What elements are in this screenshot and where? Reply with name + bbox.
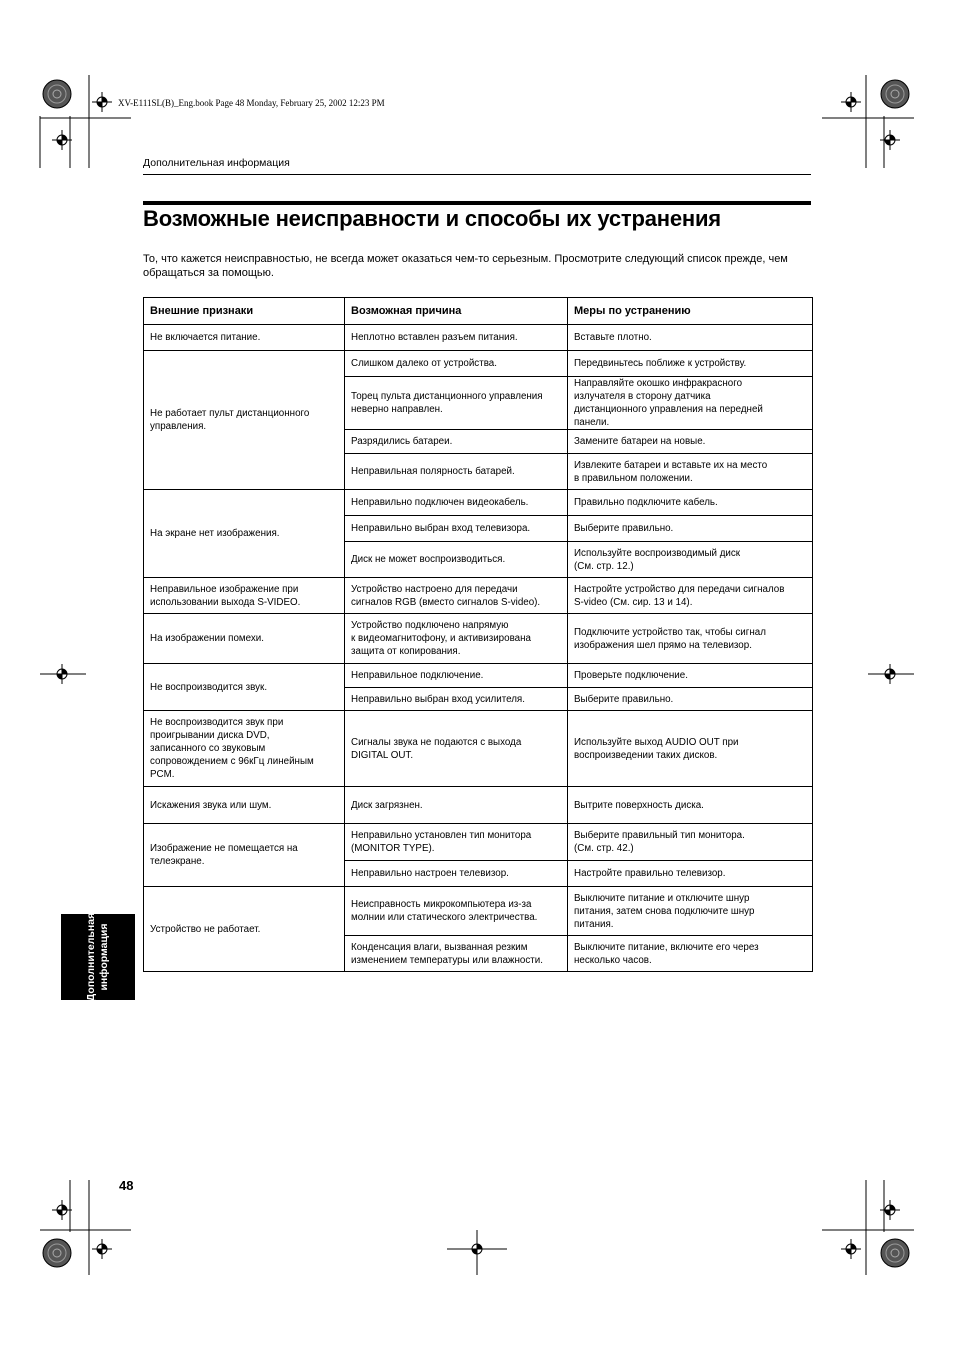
cause-cell: Торец пульта дистанционного управления неверно направлен. bbox=[345, 377, 568, 430]
troubleshooting-table bbox=[143, 297, 813, 972]
cause-cell: Неправильно установлен тип монитора (MONITOR TYPE). bbox=[345, 824, 568, 861]
section-rule bbox=[143, 174, 811, 175]
remedy-cell: Вытрите поверхность диска. bbox=[568, 787, 813, 824]
symptom-cell: На изображении помехи. bbox=[144, 614, 345, 664]
cause-cell: Конденсация влаги, вызванная резким изменением температуры или влажности. bbox=[345, 936, 568, 972]
cause-cell: Диск загрязнен. bbox=[345, 787, 568, 824]
remedy-cell: Направляйте окошко инфракрасного излучателя в сторону датчика дистанционного управления на передней панели. bbox=[568, 377, 813, 430]
cause-cell: Неправильная полярность батарей. bbox=[345, 454, 568, 490]
remedy-cell: Извлеките батареи и вставьте их на место в правильном положении. bbox=[568, 454, 813, 490]
intro-paragraph: То, что кажется неисправностью, не всегда может оказаться чем-то серьезным. Просмотрите следующий список прежде, чем обращаться за помощью. bbox=[143, 253, 788, 279]
table-row bbox=[144, 887, 813, 936]
table-row bbox=[144, 824, 813, 861]
remedy-cell: Настройте правильно телевизор. bbox=[568, 861, 813, 887]
remedy-cell: Выберите правильный тип монитора. (См. стр. 42.) bbox=[568, 824, 813, 861]
table-row bbox=[144, 664, 813, 688]
cause-cell: Диск не может воспроизводиться. bbox=[345, 542, 568, 578]
remedy-cell: Замените батареи на новые. bbox=[568, 430, 813, 454]
symptom-cell: Искажения звука или шум. bbox=[144, 787, 345, 824]
cause-cell: Устройство подключено напрямую к видеомагнитофону, и активизирована защита от копирования. bbox=[345, 614, 568, 664]
side-tab bbox=[61, 914, 135, 1000]
section-header: Дополнительная информация bbox=[143, 157, 290, 169]
page-title: Возможные неисправности и способы их устранения bbox=[143, 206, 721, 231]
header-remedy: Меры по устранению bbox=[568, 298, 813, 325]
symptom-cell: Не работает пульт дистанционного управления. bbox=[144, 351, 345, 490]
cause-cell: Неисправность микрокомпьютера из-за молнии или статического электричества. bbox=[345, 887, 568, 936]
header-cause: Возможная причина bbox=[345, 298, 568, 325]
table-header-row bbox=[144, 298, 813, 325]
symptom-cell: Неправильное изображение при использовании выхода S-VIDEO. bbox=[144, 578, 345, 614]
symptom-cell: Устройство не работает. bbox=[144, 887, 345, 972]
remedy-cell: Используйте воспроизводимый диск (См. стр. 12.) bbox=[568, 542, 813, 578]
table-row bbox=[144, 614, 813, 664]
header-symptom: Внешние признаки bbox=[144, 298, 345, 325]
remedy-cell: Выключите питание и отключите шнур питания, затем снова подключите шнур питания. bbox=[568, 887, 813, 936]
symptom-cell: Изображение не помещается на телеэкране. bbox=[144, 824, 345, 887]
table-row bbox=[144, 351, 813, 377]
cause-cell: Слишком далеко от устройства. bbox=[345, 351, 568, 377]
remedy-cell: Передвиньтесь поближе к устройству. bbox=[568, 351, 813, 377]
remedy-cell: Используйте выход AUDIO OUT при воспроизведении таких дисков. bbox=[568, 711, 813, 787]
remedy-cell: Настройте устройство для передачи сигналов S-video (См. сир. 13 и 14). bbox=[568, 578, 813, 614]
cause-cell: Неправильно выбран вход усилителя. bbox=[345, 688, 568, 711]
symptom-cell: Не включается питание. bbox=[144, 325, 345, 351]
cause-cell: Неправильное подключение. bbox=[345, 664, 568, 688]
cause-cell: Разрядились батареи. bbox=[345, 430, 568, 454]
table-row bbox=[144, 787, 813, 824]
symptom-cell: Не воспроизводится звук при проигрывании диска DVD, записанного со звуковым сопровождением с 96кГц линейным PCM. bbox=[144, 711, 345, 787]
remedy-cell: Вставьте плотно. bbox=[568, 325, 813, 351]
table-row bbox=[144, 490, 813, 516]
symptom-cell: На экране нет изображения. bbox=[144, 490, 345, 578]
remedy-cell: Выключите питание, включите его через несколько часов. bbox=[568, 936, 813, 972]
cause-cell: Сигналы звука не подаются с выхода DIGITAL OUT. bbox=[345, 711, 568, 787]
book-file-header: XV-E111SL(B)_Eng.book Page 48 Monday, February 25, 2002 12:23 PM bbox=[118, 98, 385, 108]
side-tab-label: Дополнительная информация bbox=[85, 912, 110, 1002]
remedy-cell: Правильно подключите кабель. bbox=[568, 490, 813, 516]
cause-cell: Неправильно подключен видеокабель. bbox=[345, 490, 568, 516]
title-bar bbox=[143, 201, 811, 205]
table-row bbox=[144, 711, 813, 787]
cause-cell: Устройство настроено для передачи сигналов RGB (вместо сигналов S-video). bbox=[345, 578, 568, 614]
table-row bbox=[144, 325, 813, 351]
page-number: 48 bbox=[119, 1178, 134, 1193]
remedy-cell: Выберите правильно. bbox=[568, 688, 813, 711]
symptom-cell: Не воспроизводится звук. bbox=[144, 664, 345, 711]
cause-cell: Неправильно выбран вход телевизора. bbox=[345, 516, 568, 542]
cause-cell: Неправильно настроен телевизор. bbox=[345, 861, 568, 887]
remedy-cell: Подключите устройство так, чтобы сигнал изображения шел прямо на телевизор. bbox=[568, 614, 813, 664]
cause-cell: Неплотно вставлен разъем питания. bbox=[345, 325, 568, 351]
remedy-cell: Выберите правильно. bbox=[568, 516, 813, 542]
remedy-cell: Проверьте подключение. bbox=[568, 664, 813, 688]
table-row bbox=[144, 578, 813, 614]
